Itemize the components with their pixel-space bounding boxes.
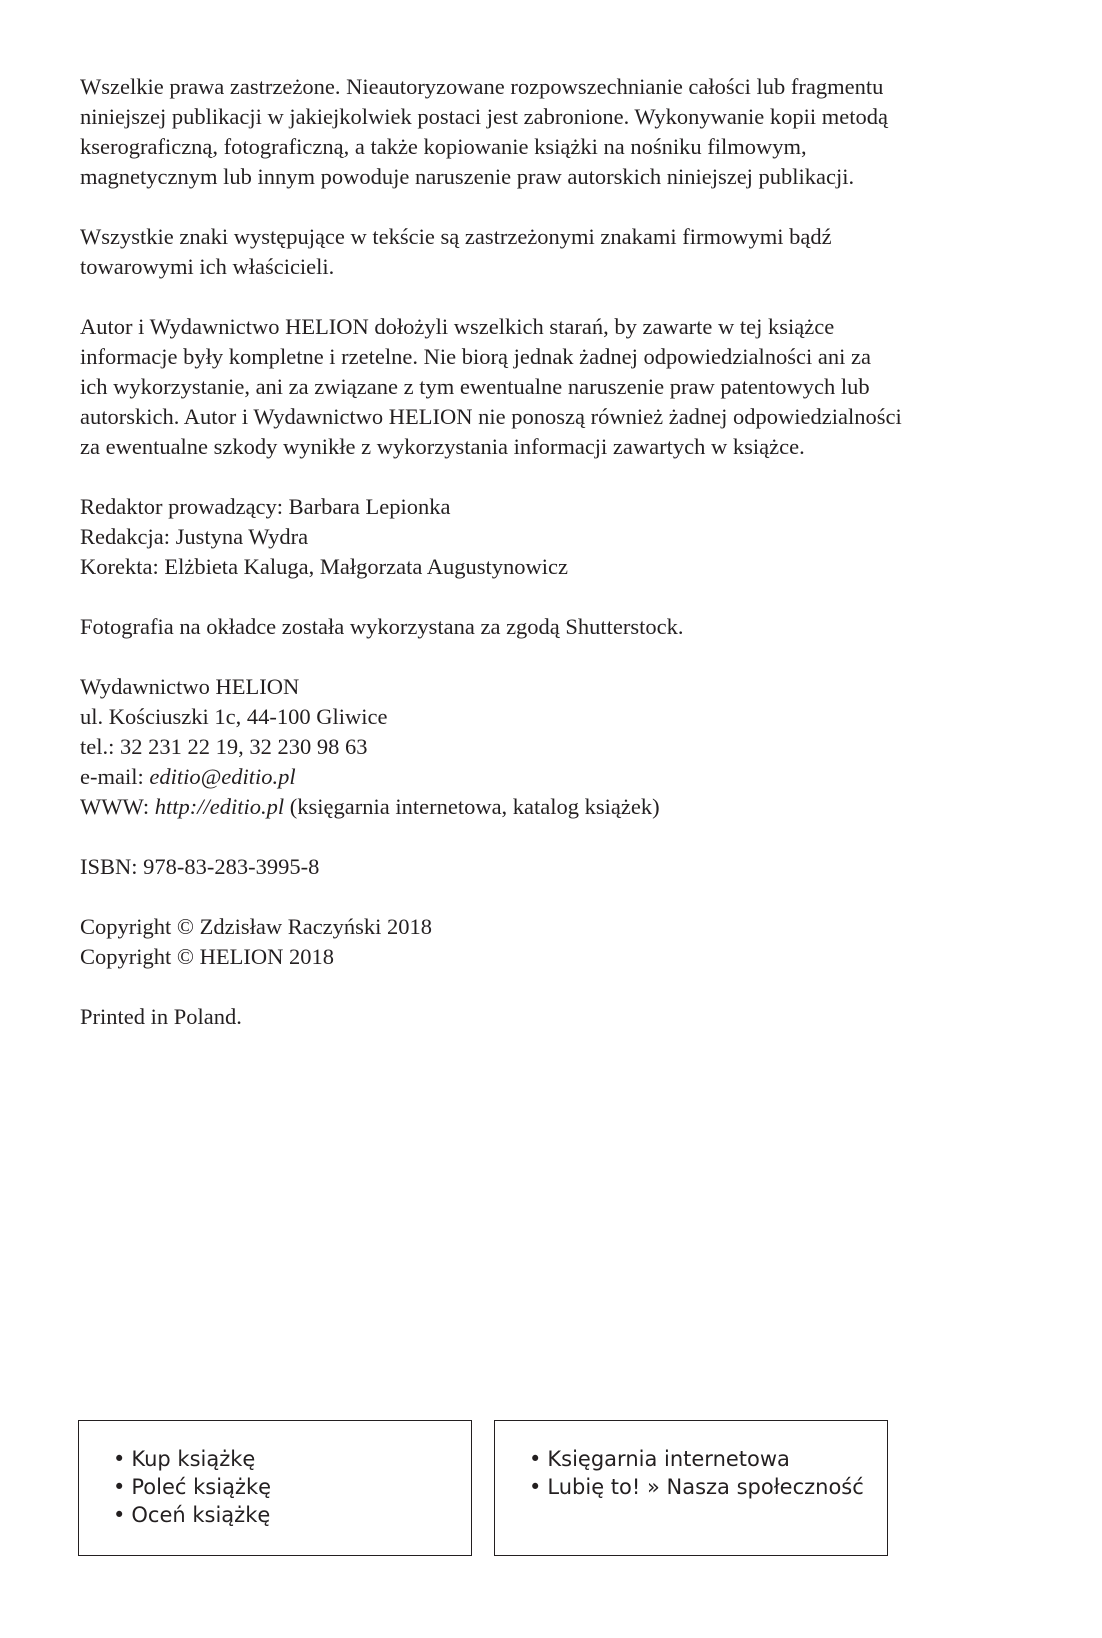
copyright-page: [80, 72, 1020, 1032]
text-line: niniejszej publikacji w jakiejkolwiek postaci jest zabronione. Wykonywanie kopii metodą: [80, 104, 889, 129]
editor-credit: Redaktor prowadzący: Barbara Lepionka: [80, 494, 451, 519]
links-area: [78, 1420, 1028, 1558]
publisher-address: ul. Kościuszki 1c, 44-100 Gliwice: [80, 704, 388, 729]
copyright-block: [80, 912, 1020, 972]
photo-note: Fotografia na okładce została wykorzystana za zgodą Shutterstock.: [80, 614, 684, 639]
rate-book-link[interactable]: • Oceń książkę: [113, 1501, 471, 1529]
trademarks-paragraph: [80, 222, 1020, 282]
email-label: e-mail:: [80, 764, 150, 789]
text-line: Wszystkie znaki występujące w tekście są zastrzeżonymi znakami firmowymi bądź: [80, 224, 832, 249]
copyright-publisher: Copyright © HELION 2018: [80, 944, 334, 969]
publisher-www-line: [80, 792, 1020, 822]
www-label: WWW:: [80, 794, 155, 819]
publisher-block: [80, 672, 1020, 822]
text-line: ich wykorzystanie, ani za związane z tym ewentualne naruszenie praw patentowych lub: [80, 374, 870, 399]
text-line: towarowymi ich właścicieli.: [80, 254, 335, 279]
credits-block: [80, 492, 1020, 582]
text-line: autorskich. Autor i Wydawnictwo HELION nie ponoszą również żadnej odpowiedzialności: [80, 404, 902, 429]
disclaimer-paragraph: [80, 312, 1020, 462]
publisher-email-line: [80, 762, 1020, 792]
book-actions-box: [78, 1420, 472, 1556]
community-box: [494, 1420, 888, 1556]
book-actions-list: [113, 1445, 471, 1529]
email-link[interactable]: editio@editio.pl: [149, 764, 296, 789]
text-line: informacje były kompletne i rzetelne. Nie biorą jednak żadnej odpowiedzialności ani za: [80, 344, 871, 369]
publisher-name: Wydawnictwo HELION: [80, 674, 300, 699]
text-line: Wszelkie prawa zastrzeżone. Nieautoryzowane rozpowszechnianie całości lub fragmentu: [80, 74, 884, 99]
publisher-phone: tel.: 32 231 22 19, 32 230 98 63: [80, 734, 368, 759]
community-list: [529, 1445, 887, 1501]
text-line: magnetycznym lub innym powoduje naruszenie praw autorskich niniejszej publikacji.: [80, 164, 855, 189]
community-link[interactable]: • Lubię to! » Nasza społeczność: [529, 1473, 887, 1501]
www-note: (księgarnia internetowa, katalog książek): [284, 794, 660, 819]
text-line: za ewentualne szkody wynikłe z wykorzystania informacji zawartych w książce.: [80, 434, 805, 459]
copyright-author: Copyright © Zdzisław Raczyński 2018: [80, 914, 433, 939]
printed-note: Printed in Poland.: [80, 1004, 242, 1029]
text-line: kserograficzną, fotograficzną, a także kopiowanie książki na nośniku filmowym,: [80, 134, 807, 159]
isbn: ISBN: 978-83-283-3995-8: [80, 854, 320, 879]
proofreading-credit: Korekta: Elżbieta Kaluga, Małgorzata Augustynowicz: [80, 554, 568, 579]
buy-book-link[interactable]: • Kup książkę: [113, 1445, 471, 1473]
redaction-credit: Redakcja: Justyna Wydra: [80, 524, 309, 549]
www-link[interactable]: http://editio.pl: [154, 794, 285, 819]
recommend-book-link[interactable]: • Poleć książkę: [113, 1473, 471, 1501]
rights-paragraph: [80, 72, 1020, 192]
bookstore-link[interactable]: • Księgarnia internetowa: [529, 1445, 887, 1473]
text-line: Autor i Wydawnictwo HELION dołożyli wszelkich starań, by zawarte w tej książce: [80, 314, 835, 339]
